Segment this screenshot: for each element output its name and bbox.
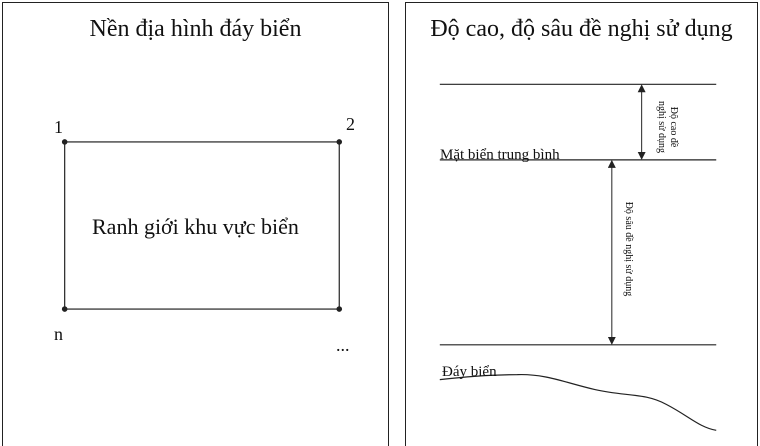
- vertex-last-marker: [336, 306, 342, 312]
- seabed-profile-curve: [440, 375, 716, 431]
- proposed-height-label-line2: nghị sử dụng: [656, 100, 667, 154]
- height-depth-panel: [405, 2, 758, 446]
- vertex-1-marker: [62, 139, 68, 145]
- vertex-ellipsis-label: ...: [336, 335, 350, 355]
- vertex-2-marker: [336, 139, 342, 145]
- proposed-height-label: [653, 87, 679, 167]
- seabed-terrain-title: Nền địa hình đáy biển: [89, 16, 302, 42]
- vertex-n-label: n: [54, 324, 63, 344]
- proposed-height-label-line1: Độ cao đề: [668, 106, 679, 148]
- proposed-depth-label: Độ sâu đề nghị sử dụng: [623, 201, 634, 297]
- seabed-label: Đáy biển: [442, 364, 497, 380]
- vertex-1-label: 1: [54, 117, 63, 137]
- vertex-n-marker: [62, 306, 68, 312]
- vertex-2-label: 2: [346, 114, 355, 134]
- seabed-terrain-panel: [2, 2, 389, 446]
- height-depth-title: Độ cao, độ sâu đề nghị sử dụng: [430, 16, 733, 42]
- sea-area-boundary-label: Ranh giới khu vực biển: [92, 214, 299, 239]
- mean-sea-level-label: Mặt biển trung bình: [440, 147, 560, 163]
